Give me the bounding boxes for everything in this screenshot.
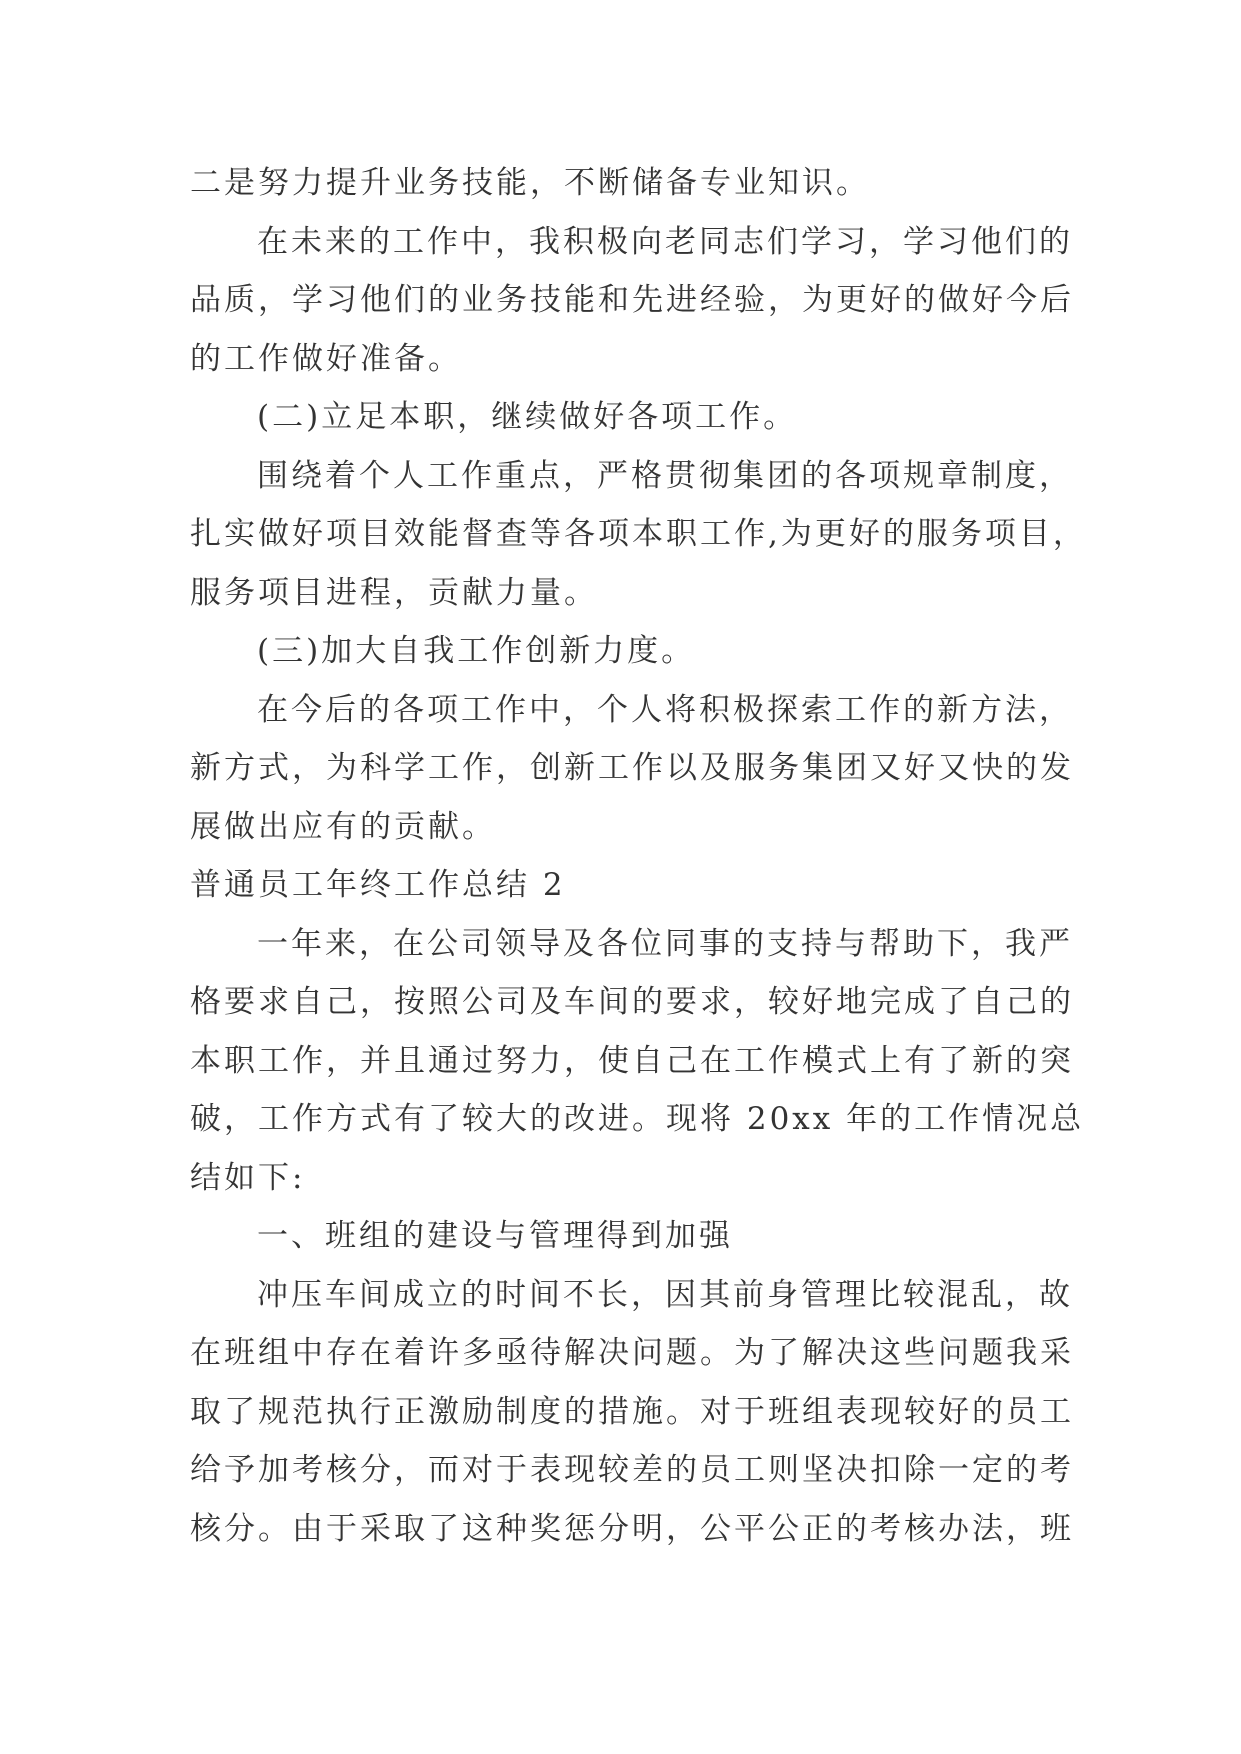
article-title: 普通员工年终工作总结 2 (190, 867, 566, 903)
section-heading: 一、班组的建设与管理得到加强 (257, 1218, 733, 1254)
text-line: 二是努力提升业务技能，不断储备专业知识。 (190, 165, 870, 201)
text-line: 扎实做好项目效能督查等各项本职工作,为更好的服务项目， (190, 516, 1087, 552)
section-heading: (三)加大自我工作创新力度。 (257, 633, 696, 669)
text-line: 的工作做好准备。 (190, 340, 462, 377)
text-line: 破，工作方式有了较大的改进。现将 20xx 年的工作情况总 (190, 1101, 1085, 1137)
text-line: 在班组中存在着许多亟待解决问题。为了解决这些问题我采 (190, 1335, 1074, 1371)
text-line: 新方式，为科学工作，创新工作以及服务集团又好又快的发 (190, 750, 1074, 786)
text-line: 展做出应有的贡献。 (190, 808, 496, 845)
text-line: 服务项目进程，贡献力量。 (190, 574, 598, 611)
text-line: 围绕着个人工作重点，严格贯彻集团的各项规章制度， (257, 457, 1073, 494)
text-line: 格要求自己，按照公司及车间的要求，较好地完成了自己的 (190, 984, 1074, 1020)
text-line: 一年来，在公司领导及各位同事的支持与帮助下，我严 (257, 925, 1073, 962)
section-heading: (二)立足本职，继续做好各项工作。 (257, 399, 798, 435)
text-line: 给予加考核分，而对于表现较差的员工则坚决扣除一定的考 (190, 1452, 1074, 1488)
text-line: 结如下: (190, 1159, 306, 1196)
text-line: 品质，学习他们的业务技能和先进经验，为更好的做好今后 (190, 282, 1074, 318)
text-line: 在未来的工作中，我积极向老同志们学习，学习他们的 (257, 223, 1073, 260)
text-line: 冲压车间成立的时间不长，因其前身管理比较混乱，故 (257, 1276, 1073, 1313)
text-line: 核分。由于采取了这种奖惩分明，公平公正的考核办法，班 (190, 1510, 1074, 1547)
text-line: 在今后的各项工作中，个人将积极探索工作的新方法， (257, 691, 1073, 728)
text-line: 取了规范执行正激励制度的措施。对于班组表现较好的员工 (190, 1393, 1074, 1430)
text-line: 本职工作，并且通过努力，使自己在工作模式上有了新的突 (190, 1042, 1074, 1079)
document-body (190, 154, 1087, 1558)
